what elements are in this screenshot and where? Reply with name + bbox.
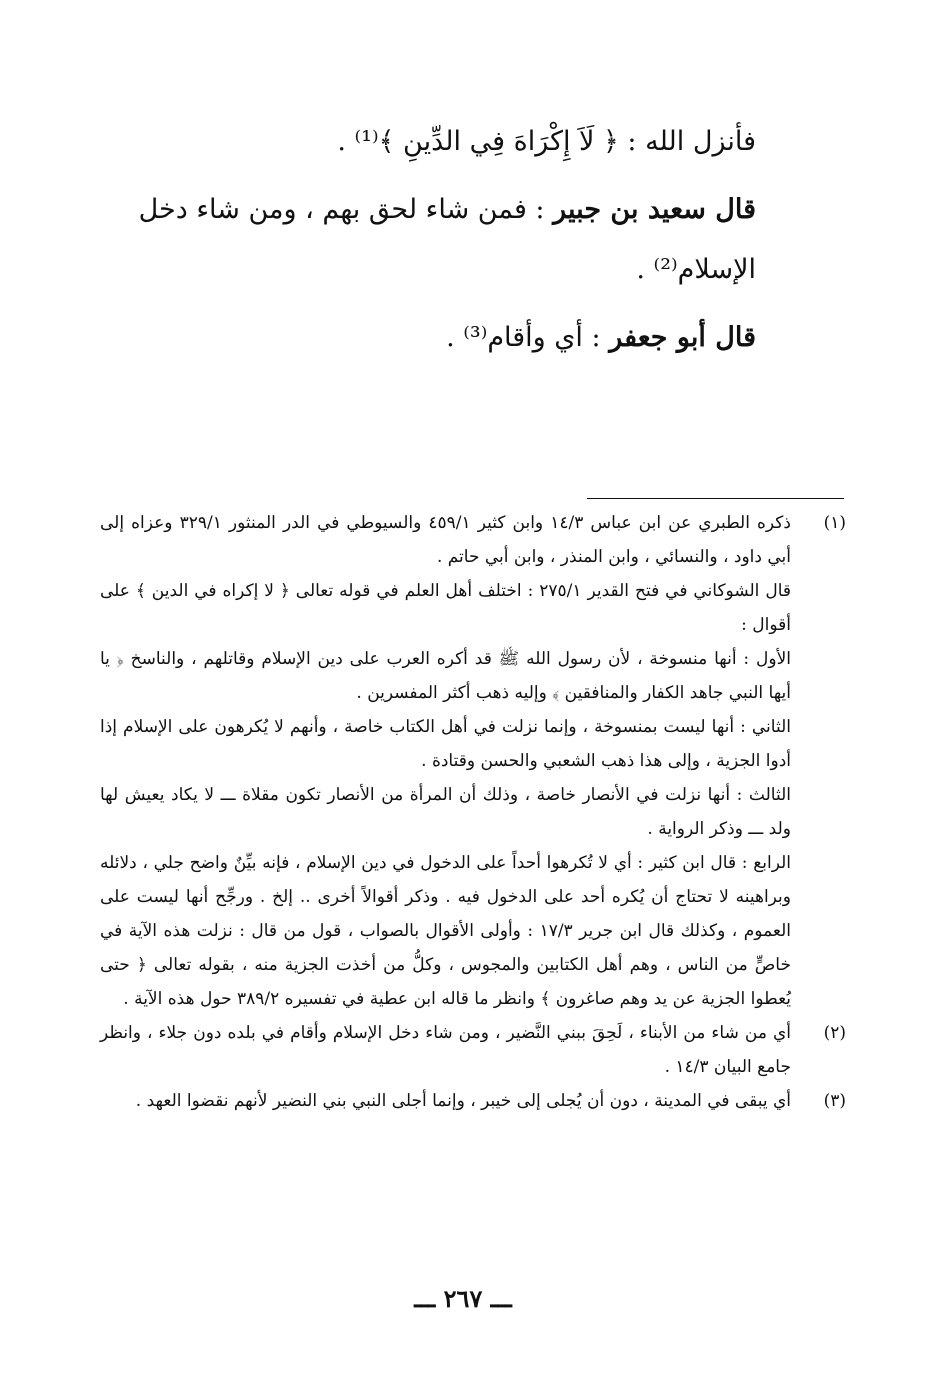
footnote-number: (٢) — [823, 1023, 846, 1043]
footnote-number: (١) — [823, 513, 846, 533]
footnote-paragraph: ذكره الطبري عن ابن عباس ١٤/٣ وابن كثير ٤٥٩/١ والسيوطي في الدر المنثور ٣٢٩/١ وعزاه إلى أبي داود ، والنسائي ، وابن المنذر ، وابن أبي حاتم . — [100, 513, 791, 567]
page-number: ـــ ٢٦٧ ـــ — [414, 1284, 512, 1313]
footnote-paragraph: أي من شاء من الأبناء ، لَحِقَ ببني النَّضير ، ومن شاء دخل الإسلام وأقام في بلده دون جلاء ، وانظر جامع البيان ١٤/٣ . — [100, 1023, 791, 1077]
speaker-label: قال سعيد بن جبير — [553, 194, 756, 225]
speaker-label: قال أبو جعفر — [609, 322, 756, 353]
footnote-number: (٣) — [823, 1091, 846, 1111]
paragraph-text: : فمن شاء لحق بهم ، ومن شاء دخل الإسلام⁽²⁾ . — [138, 194, 756, 285]
footnote-1 — [100, 506, 846, 1016]
footnote-paragraph: الأول : أنها منسوخة ، لأن رسول الله ﷺ قد أكره العرب على دين الإسلام وقاتلهم ، والناسخ ﴿ يا أيها النبي جاهد الكفار والمنافقين ﴾ وإليه ذهب أكثر المفسرين . — [100, 649, 791, 703]
footnote-paragraph: الثاني : أنها ليست بمنسوخة ، وإنما نزلت في أهل الكتاب خاصة ، وأنهم لا يُكرهون على الإسلام إذا أدوا الجزية ، وإلى هذا ذهب الشعبي والحسن وقتادة . — [100, 717, 791, 771]
footnote-paragraph: الثالث : أنها نزلت في الأنصار خاصة ، وذلك أن المرأة من الأنصار تكون مقلاة ـــ لا يكاد يعيش لها ولد ـــ وذكر الرواية . — [100, 785, 791, 839]
quran-line: فأنزل الله : ﴿ لَاَ إِكْرَاهَ فِي الدِّينِ ﴾⁽¹⁾ . — [337, 126, 756, 157]
footnote-paragraph: قال الشوكاني في فتح القدير ٢٧٥/١ : اختلف أهل العلم في قوله تعالى ﴿ لا إكراه في الدين ﴾ على أقوال : — [100, 581, 792, 635]
abu-jafar-paragraph — [100, 308, 756, 368]
said-ibn-jubayr-paragraph — [100, 180, 756, 300]
footnote-2 — [100, 1016, 846, 1084]
footnotes — [100, 506, 846, 1118]
footnote-3 — [100, 1084, 846, 1118]
paragraph-text: : أي وأقام⁽³⁾ . — [446, 322, 610, 353]
footnote-separator — [587, 498, 844, 499]
main-text — [100, 112, 756, 368]
footnote-paragraph: الرابع : قال ابن كثير : أي لا تُكرهوا أحداً على الدخول في دين الإسلام ، فإنه بيِّنٌ واضح جلي ، دلائله وبراهينه لا تحتاج أن يُكره أحد على الدخول فيه . وذكر أقوالاً أخرى .. إلخ . ورجِّح أنها ليست على العموم ، وكذلك قال ابن جرير ١٧/٣ : وأولى الأقوال بالصواب ، قول من قال : نزلت هذه الآية في خاصٍّ من الناس ، وهم أهل الكتابين والمجوس ، وكلُّ من أخذت الجزية منه ، بقوله تعالى ﴿ حتى يُعطوا الجزية عن يد وهم صاغرون ﴾ وانظر ما قاله ابن عطية في تفسيره ٣٨٩/٢ حول هذه الآية . — [100, 853, 792, 1009]
footnote-paragraph: أي يبقى في المدينة ، دون أن يُجلى إلى خيبر ، وإنما أجلى النبي بني النضير لأنهم نقضوا العهد . — [135, 1091, 791, 1111]
